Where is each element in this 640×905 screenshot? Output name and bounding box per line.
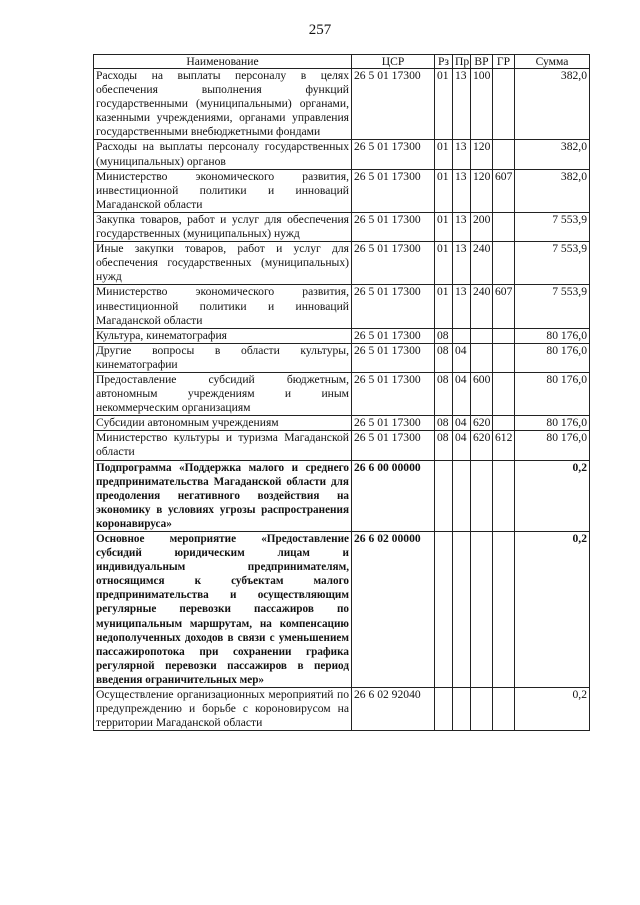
cell-name: Осуществление организационных мероприятий по предупреждению и борьбе с короновирусом на территории Магаданской области [94, 688, 352, 731]
table-row [94, 69, 590, 140]
cell-rz: 08 [435, 416, 453, 431]
cell-gr: 607 [493, 169, 515, 212]
budget-table [93, 54, 590, 731]
cell-pr: 13 [453, 169, 471, 212]
cell-csr: 26 6 00 00000 [352, 460, 435, 531]
cell-gr [493, 688, 515, 731]
cell-rz: 01 [435, 212, 453, 241]
cell-name: Министерство экономического развития, инвестиционной политики и инноваций Магаданской области [94, 285, 352, 328]
cell-gr [493, 416, 515, 431]
cell-rz: 08 [435, 328, 453, 343]
cell-vr [471, 343, 493, 372]
table-row [94, 169, 590, 212]
cell-rz [435, 688, 453, 731]
cell-rz: 01 [435, 140, 453, 169]
table-row [94, 416, 590, 431]
cell-vr: 240 [471, 285, 493, 328]
cell-gr [493, 328, 515, 343]
cell-pr: 13 [453, 242, 471, 285]
cell-name: Предоставление субсидий бюджетным, автономным учреждениям и иным некоммерческим организациям [94, 372, 352, 415]
cell-csr: 26 5 01 17300 [352, 212, 435, 241]
cell-vr: 120 [471, 169, 493, 212]
cell-sum: 7 553,9 [515, 242, 590, 285]
cell-gr [493, 242, 515, 285]
cell-pr: 04 [453, 372, 471, 415]
cell-csr: 26 5 01 17300 [352, 169, 435, 212]
cell-pr: 04 [453, 431, 471, 460]
cell-name: Расходы на выплаты персоналу в целях обеспечения выполнения функций государственными (муниципальными) органами, казенными учреждениями, органами управления государственными внебюджетными фондами [94, 69, 352, 140]
cell-rz: 08 [435, 431, 453, 460]
cell-gr [493, 532, 515, 688]
cell-csr: 26 5 01 17300 [352, 242, 435, 285]
cell-sum: 80 176,0 [515, 372, 590, 415]
cell-name: Иные закупки товаров, работ и услуг для обеспечения государственных (муниципальных) нужд [94, 242, 352, 285]
cell-gr: 612 [493, 431, 515, 460]
cell-sum: 80 176,0 [515, 343, 590, 372]
cell-vr: 620 [471, 431, 493, 460]
cell-sum: 7 553,9 [515, 285, 590, 328]
header-rz: Рз [435, 55, 453, 69]
cell-name: Закупка товаров, работ и услуг для обеспечения государственных (муниципальных) нужд [94, 212, 352, 241]
cell-csr: 26 5 01 17300 [352, 416, 435, 431]
cell-pr: 04 [453, 343, 471, 372]
cell-name: Культура, кинематография [94, 328, 352, 343]
cell-sum: 0,2 [515, 460, 590, 531]
page-number: 257 [308, 22, 332, 38]
cell-gr [493, 212, 515, 241]
cell-csr: 26 6 02 00000 [352, 532, 435, 688]
cell-csr: 26 5 01 17300 [352, 328, 435, 343]
cell-pr [453, 532, 471, 688]
cell-pr: 13 [453, 140, 471, 169]
cell-csr: 26 5 01 17300 [352, 431, 435, 460]
cell-csr: 26 5 01 17300 [352, 285, 435, 328]
cell-rz: 01 [435, 69, 453, 140]
cell-rz: 01 [435, 242, 453, 285]
cell-pr [453, 460, 471, 531]
cell-vr: 100 [471, 69, 493, 140]
table-row [94, 688, 590, 731]
cell-vr: 240 [471, 242, 493, 285]
table-row [94, 212, 590, 241]
cell-gr [493, 140, 515, 169]
cell-gr: 607 [493, 285, 515, 328]
cell-sum: 0,2 [515, 688, 590, 731]
cell-sum: 382,0 [515, 69, 590, 140]
cell-rz: 01 [435, 169, 453, 212]
table-row [94, 532, 590, 688]
cell-name: Субсидии автономным учреждениям [94, 416, 352, 431]
cell-vr [471, 328, 493, 343]
table-row [94, 140, 590, 169]
cell-vr [471, 688, 493, 731]
cell-vr: 620 [471, 416, 493, 431]
cell-pr [453, 688, 471, 731]
cell-sum: 0,2 [515, 532, 590, 688]
cell-rz: 08 [435, 343, 453, 372]
header-sum: Сумма [515, 55, 590, 69]
cell-sum: 80 176,0 [515, 431, 590, 460]
cell-sum: 382,0 [515, 140, 590, 169]
cell-vr: 200 [471, 212, 493, 241]
cell-vr [471, 532, 493, 688]
cell-sum: 382,0 [515, 169, 590, 212]
cell-gr [493, 372, 515, 415]
cell-rz [435, 532, 453, 688]
header-pr: Пр [453, 55, 471, 69]
cell-gr [493, 460, 515, 531]
cell-gr [493, 69, 515, 140]
header-name: Наименование [94, 55, 352, 69]
cell-csr: 26 5 01 17300 [352, 372, 435, 415]
cell-pr: 13 [453, 285, 471, 328]
cell-sum: 80 176,0 [515, 416, 590, 431]
table-header-row [94, 55, 590, 69]
cell-gr [493, 343, 515, 372]
cell-pr [453, 328, 471, 343]
cell-csr: 26 5 01 17300 [352, 343, 435, 372]
cell-vr: 120 [471, 140, 493, 169]
cell-vr [471, 460, 493, 531]
cell-pr: 13 [453, 69, 471, 140]
cell-name: Расходы на выплаты персоналу государственных (муниципальных) органов [94, 140, 352, 169]
cell-rz [435, 460, 453, 531]
cell-pr: 13 [453, 212, 471, 241]
table-row [94, 328, 590, 343]
table-row [94, 343, 590, 372]
table-row [94, 285, 590, 328]
header-csr: ЦСР [352, 55, 435, 69]
cell-name: Основное мероприятие «Предоставление субсидий юридическим лицам и индивидуальным предпринимателям, относящимся к субъектам малого предпринимательства и осуществляющим регулярные перевозки пассажиров по муниципальным маршрутам, на компенсацию недополученных доходов в связи с уменьшением пассажиропотока при сохранении графика регулярной перевозки пассажиров в период введения ограничительных мер» [94, 532, 352, 688]
cell-sum: 7 553,9 [515, 212, 590, 241]
cell-name: Другие вопросы в области культуры, кинематографии [94, 343, 352, 372]
cell-pr: 04 [453, 416, 471, 431]
cell-csr: 26 5 01 17300 [352, 140, 435, 169]
cell-name: Министерство экономического развития, инвестиционной политики и инноваций Магаданской области [94, 169, 352, 212]
cell-vr: 600 [471, 372, 493, 415]
table-row [94, 372, 590, 415]
table-row [94, 242, 590, 285]
cell-name: Министерство культуры и туризма Магаданской области [94, 431, 352, 460]
table-row [94, 431, 590, 460]
cell-csr: 26 6 02 92040 [352, 688, 435, 731]
cell-rz: 08 [435, 372, 453, 415]
table-body [94, 69, 590, 731]
cell-rz: 01 [435, 285, 453, 328]
table-row [94, 460, 590, 531]
cell-sum: 80 176,0 [515, 328, 590, 343]
cell-name: Подпрограмма «Поддержка малого и среднего предпринимательства Магаданской области для преодоления негативного воздействия на экономику в условиях угрозы распространения коронавируса» [94, 460, 352, 531]
cell-csr: 26 5 01 17300 [352, 69, 435, 140]
header-gr: ГР [493, 55, 515, 69]
header-vr: ВР [471, 55, 493, 69]
